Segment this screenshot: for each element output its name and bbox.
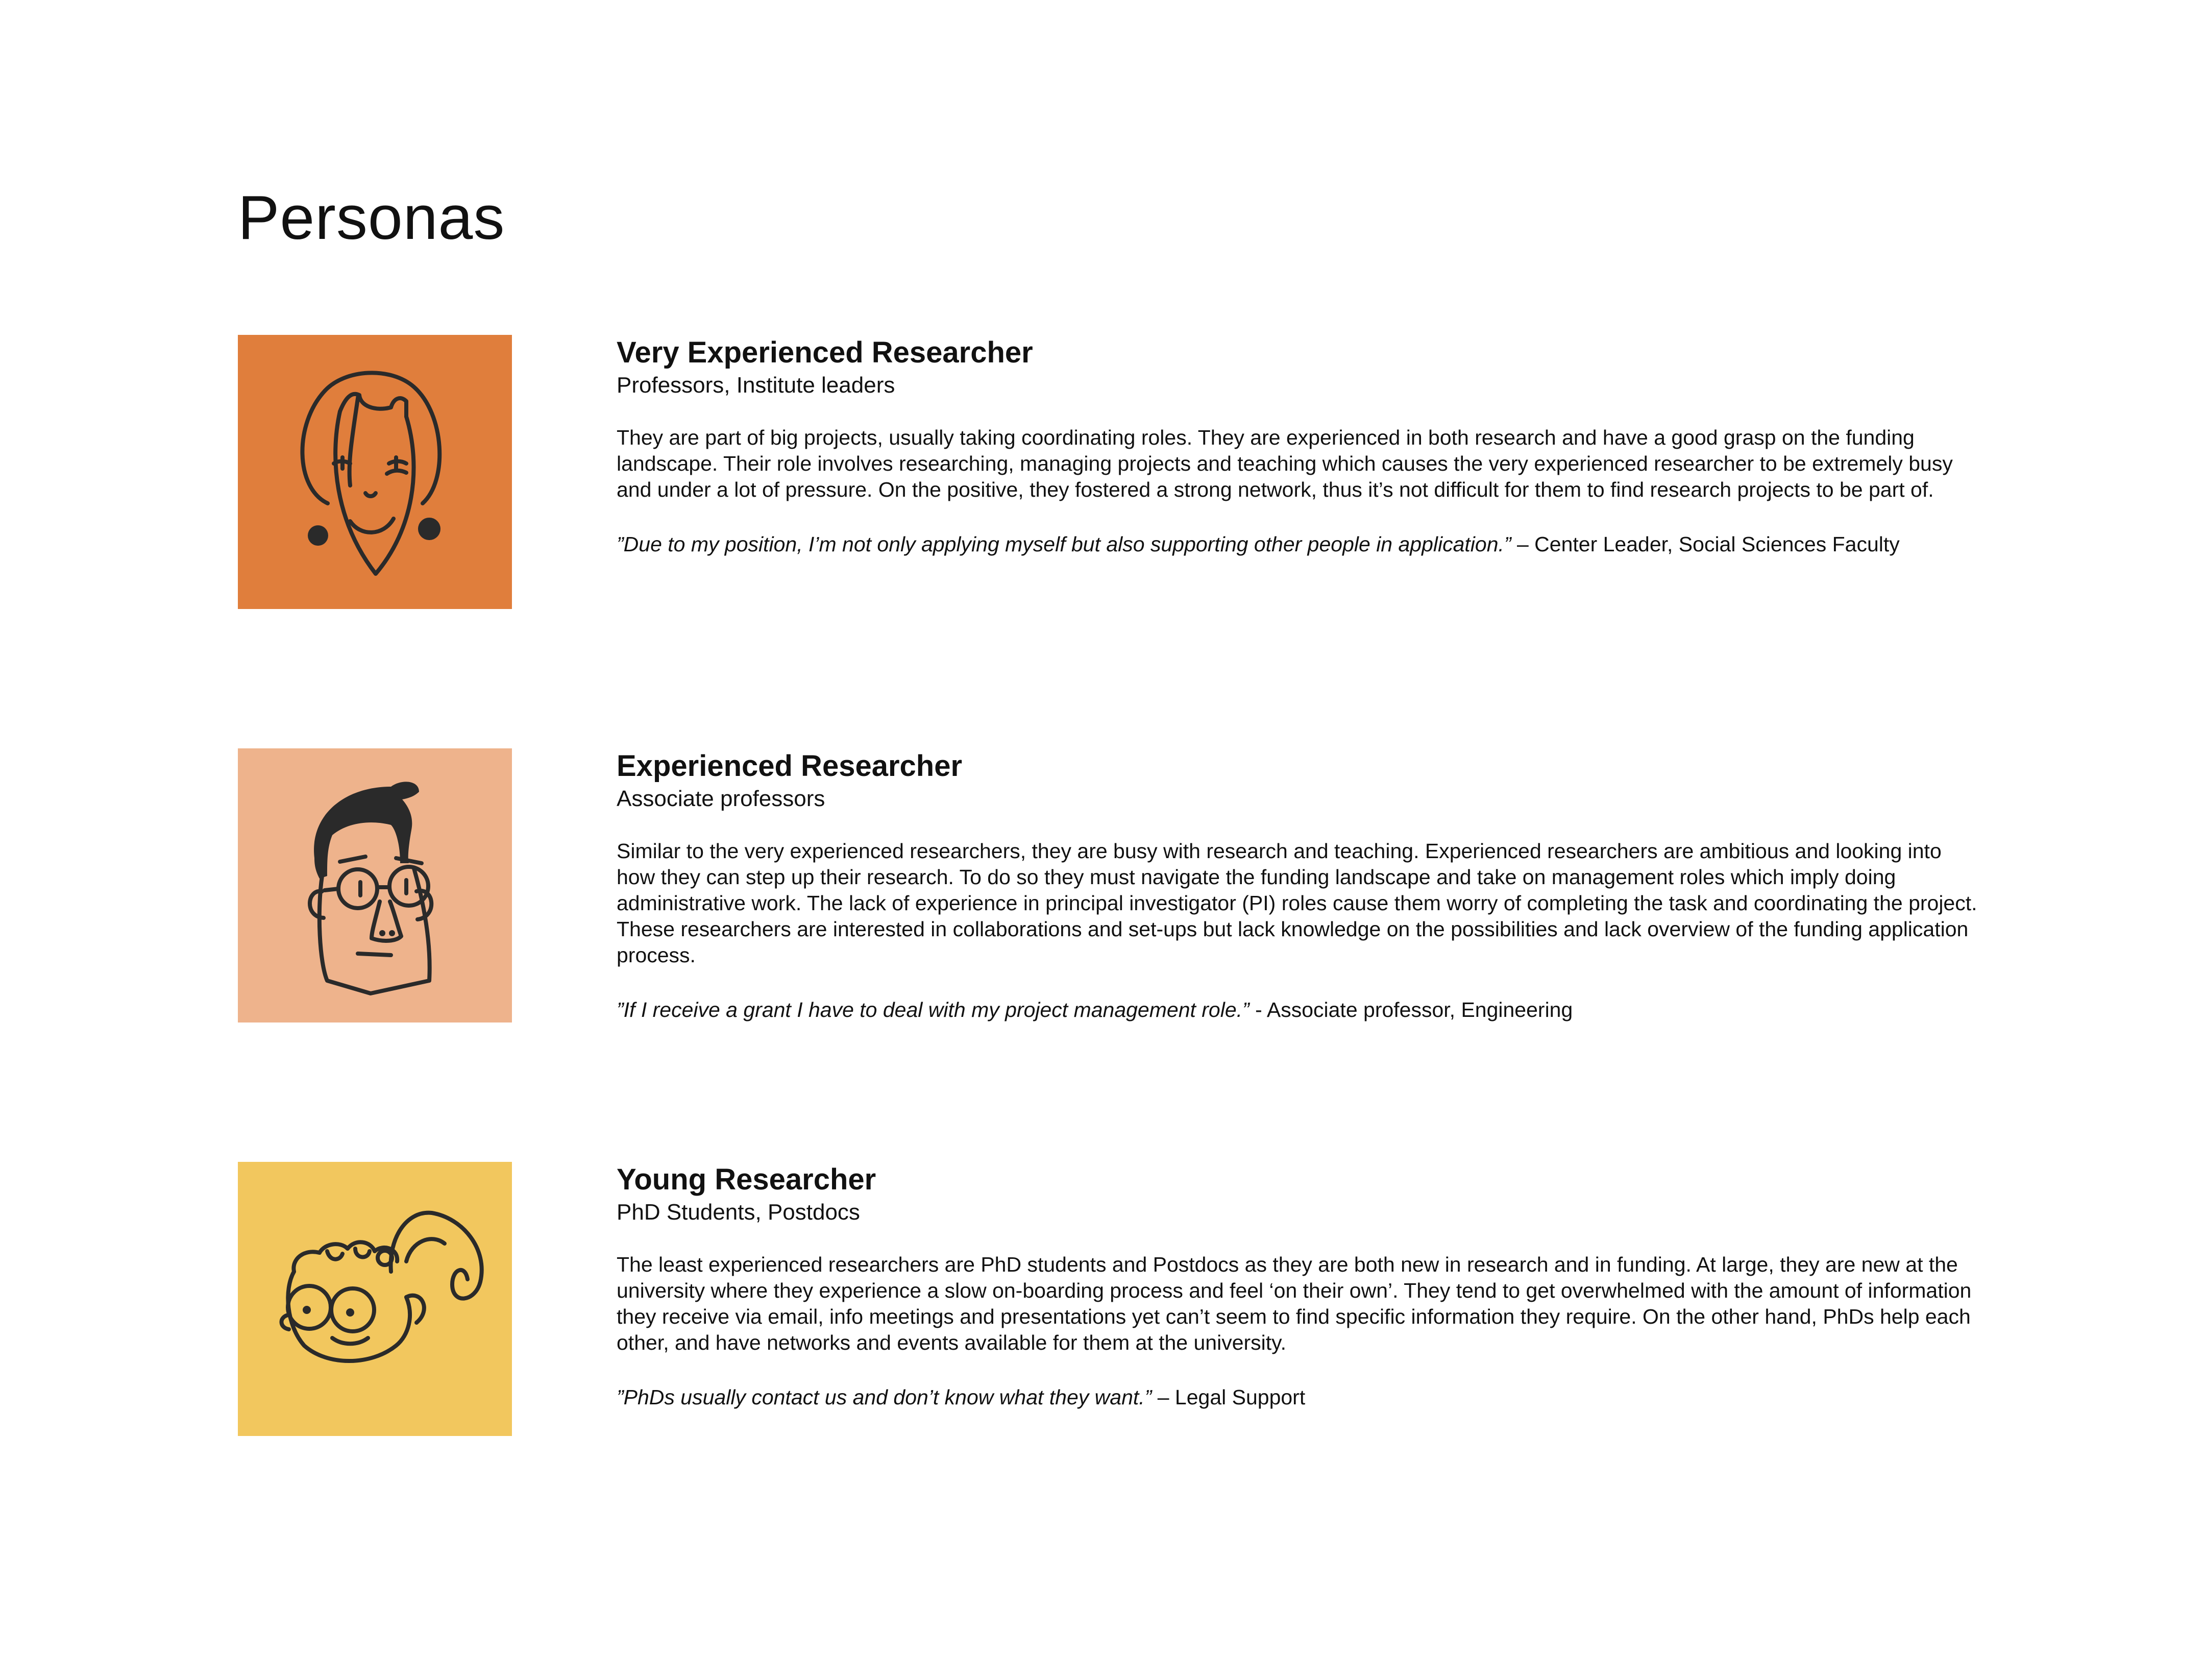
persona-quote-attribution: - Associate professor, Engineering (1249, 998, 1573, 1021)
persona-roles: Professors, Institute leaders (617, 373, 895, 398)
persona-description: They are part of big projects, usually taking coordinating roles. They are experienced in both research and have a good grasp on the funding landscape. Their role involves researching, managing projects and teaching which causes the very experienced researcher to be extremely busy and under a lot of pressure. On the positive, they fostered a strong network, thus it’s not difficult for them to find research projects to be part of. (617, 426, 1953, 501)
persona-text (617, 335, 1984, 557)
persona-name: Experienced Researcher (617, 749, 963, 783)
persona-quote: ”If I receive a grant I have to deal with my project management role.” (617, 998, 1250, 1021)
page-title: Personas (238, 183, 505, 252)
avatar-background (238, 1162, 512, 1436)
persona-quote-line (617, 997, 1984, 1023)
persona-quote-attribution: – Legal Support (1152, 1385, 1306, 1409)
curly-hair-glasses-face-icon (238, 1162, 512, 1436)
persona-avatar (238, 1162, 512, 1436)
persona-description: Similar to the very experienced researchers, they are busy with research and teaching. Experienced researchers are ambitious and looking into how they can step up their research. To do so they must navigate the funding landscape and take on management roles which imply doing administrative work. The lack of experience in principal investigator (PI) roles cause them worry of completing the task and coordinating the project. These researchers are interested in collaborations and set-ups but lack knowledge on the possibilities and lack overview of the funding application process. (617, 839, 1977, 967)
persona-avatar (238, 748, 512, 1022)
persona-quote: ”Due to my position, I’m not only applying myself but also supporting other people in application.” (617, 532, 1511, 556)
persona-avatar (238, 335, 512, 609)
persona-quote: ”PhDs usually contact us and don’t know what they want.” (617, 1385, 1152, 1409)
persona-roles: PhD Students, Postdocs (617, 1200, 860, 1225)
persona-quote-line (617, 1384, 1984, 1410)
persona-name: Very Experienced Researcher (617, 336, 1033, 369)
persona-quote-attribution: – Center Leader, Social Sciences Faculty (1511, 532, 1900, 556)
avatar-background (238, 335, 512, 609)
persona-text (617, 748, 1984, 1023)
persona-roles: Associate professors (617, 786, 825, 811)
man-with-glasses-face-icon (238, 748, 512, 1022)
persona-name: Young Researcher (617, 1163, 876, 1196)
persona-description: The least experienced researchers are PhD students and Postdocs as they are both new in research and in funding. At large, they are new at the university where they experience a slow on-boarding process and feel ‘on their own’. They tend to get overwhelmed with the amount of information they receive via email, info meetings and presentations yet can’t seem to find specific information they require. On the other hand, PhDs help each other, and have networks and events available for them at the university. (617, 1253, 1972, 1354)
persona-text (617, 1162, 1984, 1410)
woman-face-icon (238, 335, 512, 609)
persona-quote-line (617, 531, 1984, 557)
